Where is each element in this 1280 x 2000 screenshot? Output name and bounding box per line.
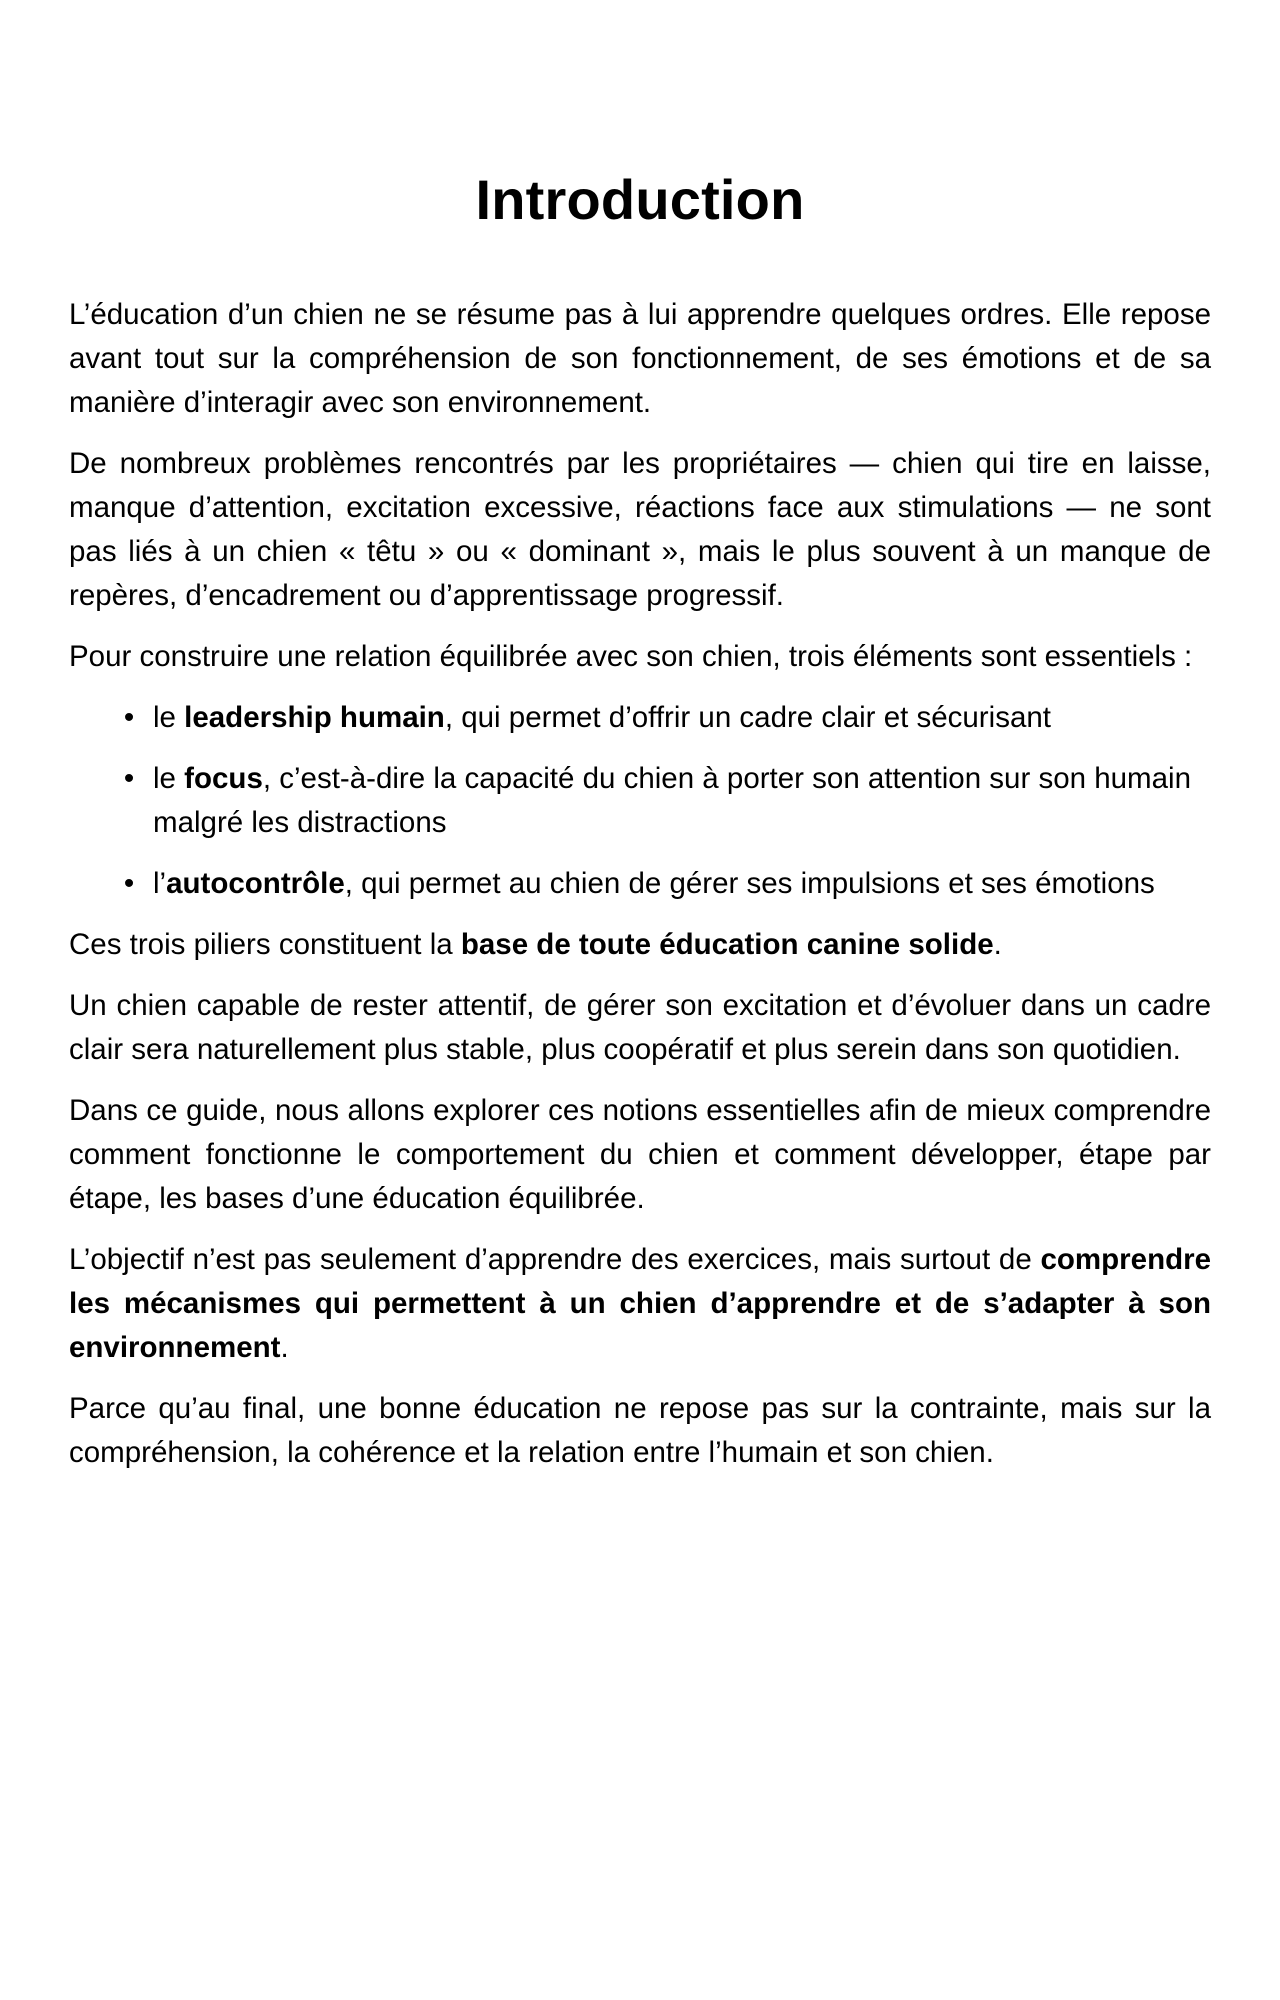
bullet-icon: • [123,701,135,734]
bold-emphasis: comprendre les mécanismes qui permettent à un chien d’apprendre et de s’adapter à son environnement [69,1243,1211,1364]
list-item-keyword: focus [184,762,263,795]
text-segment: . [280,1331,289,1364]
list-item-prefix: le [153,762,185,795]
list-item-prefix: l’ [153,867,167,900]
paragraph-problems: De nombreux problèmes rencontrés par les propriétaires — chien qui tire en laisse, manque d’attention, excitation excessive, réactions face aux stimulations — ne sont pas liés à un chien « têtu » ou « dominant », mais le plus souvent à un manque de repères, d’encadrement ou d’apprentissage progressif. [69,447,1211,612]
list-item-text: , c’est-à-dire la capacité du chien à porter son attention sur son humain malgré les distractions [153,762,1191,839]
paragraph-conclusion: Parce qu’au final, une bonne éducation ne repose pas sur la contrainte, mais sur la compréhension, la cohérence et la relation entre l’humain et son chien. [69,1392,1211,1469]
paragraph-stable-dog: Un chien capable de rester attentif, de gérer son excitation et d’évoluer dans un cadre clair sera naturellement plus stable, plus coopératif et plus serein dans son quotidien. [69,989,1211,1066]
document-body [69,293,1211,1475]
list-item-prefix: le [153,701,185,734]
text-segment: L’objectif n’est pas seulement d’apprendre des exercices, mais surtout de [69,1243,1041,1276]
bullet-icon: • [123,867,135,900]
paragraph-guide: Dans ce guide, nous allons explorer ces notions essentielles afin de mieux comprendre comment fonctionne le comportement du chien et comment développer, étape par étape, les bases d’une éducation équilibrée. [69,1094,1211,1215]
text-segment: Ces trois piliers constituent la [69,928,461,961]
paragraph-pillars-summary [69,923,1211,967]
bold-emphasis: base de toute éducation canine solide [460,928,994,961]
list-item-text: , qui permet au chien de gérer ses impulsions et ses émotions [344,867,1155,900]
list-item-keyword: leadership humain [184,701,445,734]
list-item-leadership [69,696,1211,740]
paragraph-three-elements: Pour construire une relation équilibrée avec son chien, trois éléments sont essentiels : [69,640,1193,673]
pillars-list [69,696,1211,906]
list-item-keyword: autocontrôle [166,867,345,900]
text-segment: . [993,928,1002,961]
page-title: Introduction [475,168,805,231]
list-item-text: , qui permet d’offrir un cadre clair et sécurisant [444,701,1051,734]
paragraph-intro: L’éducation d’un chien ne se résume pas à lui apprendre quelques ordres. Elle repose avant tout sur la compréhension de son fonctionnement, de ses émotions et de sa manière d’interagir avec son environnement. [69,298,1211,419]
paragraph-objective [69,1238,1211,1370]
list-item-focus [69,757,1211,845]
list-item-autocontrole [69,862,1211,906]
bullet-icon: • [123,762,135,795]
